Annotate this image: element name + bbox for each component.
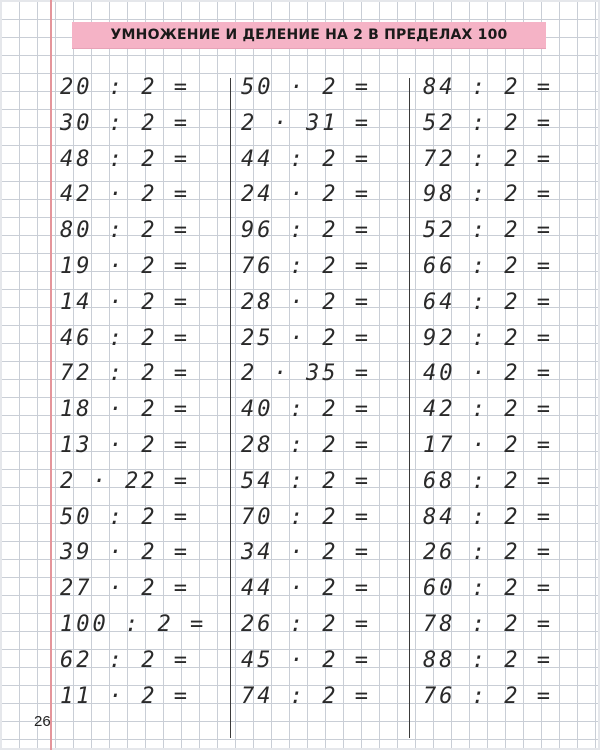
- exercise-problem: 68 : 2 =: [423, 468, 553, 494]
- exercise-problem: 72 : 2 =: [60, 361, 190, 387]
- exercise-problem: 78 : 2 =: [423, 611, 553, 637]
- exercise-problem: 80 : 2 =: [60, 218, 190, 244]
- exercise-problem: 2 · 31 =: [241, 110, 371, 136]
- exercise-problem: 44 : 2 =: [241, 146, 371, 172]
- exercise-problem: 96 : 2 =: [241, 218, 371, 244]
- exercise-column-3: [423, 70, 553, 714]
- margin-line: [50, 0, 52, 750]
- exercise-column-2: [241, 70, 371, 714]
- exercise-problem: 72 : 2 =: [423, 146, 553, 172]
- exercise-problem: 2 · 35 =: [241, 361, 371, 387]
- title-banner: [72, 22, 546, 48]
- exercise-problem: 27 · 2 =: [60, 576, 190, 602]
- exercise-problem: 42 · 2 =: [60, 182, 190, 208]
- exercise-problem: 26 : 2 =: [241, 611, 371, 637]
- exercise-problem: 46 : 2 =: [60, 325, 190, 351]
- exercise-problem: 14 · 2 =: [60, 289, 190, 315]
- exercise-problem: 25 · 2 =: [241, 325, 371, 351]
- exercise-problem: 50 · 2 =: [241, 75, 371, 100]
- exercise-problem: 50 : 2 =: [60, 504, 190, 530]
- exercise-problem: 54 : 2 =: [241, 468, 371, 494]
- exercise-problem: 42 : 2 =: [423, 397, 553, 423]
- exercise-problem: 64 : 2 =: [423, 289, 553, 315]
- exercise-problem: 40 : 2 =: [241, 397, 371, 423]
- exercise-problem: 76 : 2 =: [423, 683, 553, 709]
- exercise-problem: 88 : 2 =: [423, 647, 553, 673]
- column-divider-1: [230, 78, 231, 738]
- exercise-problem: 44 · 2 =: [241, 576, 371, 602]
- exercise-problem: 34 · 2 =: [241, 540, 371, 566]
- exercise-problem: 24 · 2 =: [241, 182, 371, 208]
- exercise-problem: 26 : 2 =: [423, 540, 553, 566]
- exercise-problem: 39 · 2 =: [60, 540, 190, 566]
- exercise-problem: 66 : 2 =: [423, 253, 553, 279]
- exercise-column-1: [60, 70, 206, 714]
- exercise-problem: 11 · 2 =: [60, 683, 190, 709]
- exercise-problem: 2 · 22 =: [60, 468, 190, 494]
- exercise-problem: 19 · 2 =: [60, 253, 190, 279]
- exercise-problem: 13 · 2 =: [60, 432, 190, 458]
- exercise-problem: 62 : 2 =: [60, 647, 190, 673]
- exercise-problem: 28 : 2 =: [241, 432, 371, 458]
- exercise-problem: 74 : 2 =: [241, 683, 371, 709]
- exercise-problem: 17 · 2 =: [423, 432, 553, 458]
- exercise-problem: 84 : 2 =: [423, 504, 553, 530]
- exercise-problem: 20 : 2 =: [60, 75, 190, 100]
- exercise-problem: 84 : 2 =: [423, 75, 553, 100]
- page-title: УМНОЖЕНИЕ И ДЕЛЕНИЕ НА 2 В ПРЕДЕЛАХ 100: [110, 27, 508, 43]
- exercise-problem: 40 · 2 =: [423, 361, 553, 387]
- exercise-problem: 92 : 2 =: [423, 325, 553, 351]
- exercise-problem: 52 : 2 =: [423, 110, 553, 136]
- exercise-problem: 70 : 2 =: [241, 504, 371, 530]
- exercise-problem: 18 · 2 =: [60, 397, 190, 423]
- exercise-problem: 48 : 2 =: [60, 146, 190, 172]
- exercise-problem: 98 : 2 =: [423, 182, 553, 208]
- column-divider-2: [409, 78, 410, 738]
- exercise-problem: 45 · 2 =: [241, 647, 371, 673]
- exercise-problem: 28 · 2 =: [241, 289, 371, 315]
- exercise-problem: 60 : 2 =: [423, 576, 553, 602]
- exercise-problem: 52 : 2 =: [423, 218, 553, 244]
- exercise-problem: 76 : 2 =: [241, 253, 371, 279]
- page-number: 26: [34, 713, 51, 730]
- exercise-problem: 100 : 2 =: [60, 611, 207, 637]
- exercise-problem: 30 : 2 =: [60, 110, 190, 136]
